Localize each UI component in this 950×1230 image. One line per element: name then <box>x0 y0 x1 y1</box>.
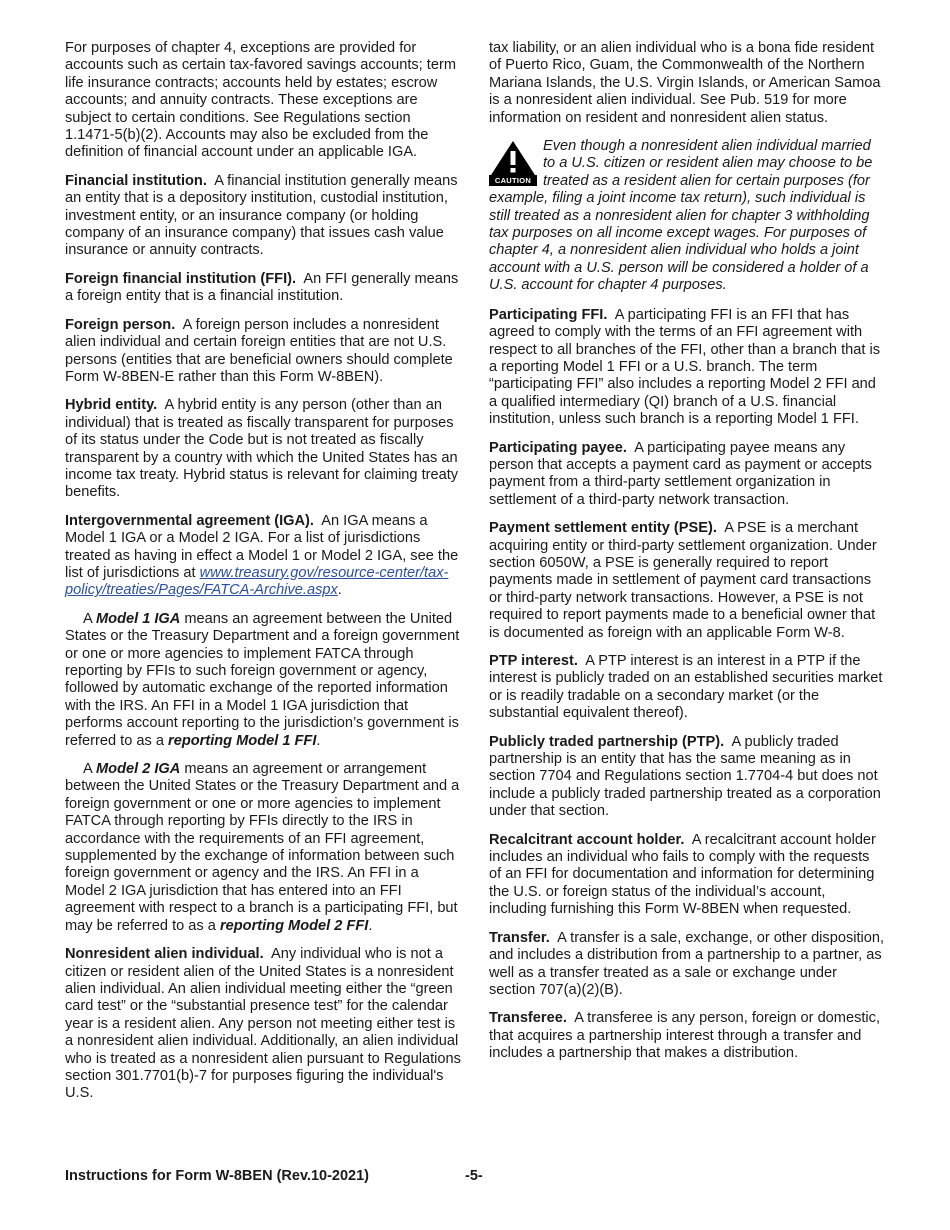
definition-participating-ffi <box>489 307 885 429</box>
definition-recalcitrant-account-holder <box>489 832 885 919</box>
term-model-2-iga: Model 2 IGA <box>96 761 181 778</box>
definition-body: A transfer is a sale, exchange, or other disposition, and includes a distribution from a partnership to a partner, as well as a transfer treated as a sale or exchange under section 707(a)(2)(B). <box>489 929 885 998</box>
definition-body: A publicly traded partnership is an entity that has the same meaning as in section 7704 and Regulations section 1.7704-4 but does not include a publicly traded partnership treated as a corporation under that section. <box>489 733 881 820</box>
term-participating-ffi: Participating FFI. <box>489 306 608 323</box>
definition-body: A participating payee means any person that accepts a payment card as payment or accepts payment from a third-party settlement organization in settlement of a third-party network transaction. <box>489 439 872 508</box>
definition-body: An FFI generally means a foreign entity that is a financial institution. <box>65 270 459 305</box>
period: . <box>368 917 373 934</box>
definition-body: A recalcitrant account holder includes an individual who fails to comply with the requests of an FFI for documentation and information for determining the U.S. or foreign status of the individual’s account, including furnishing this Form W-8BEN when requested. <box>489 831 876 918</box>
term-foreign-person: Foreign person. <box>65 316 176 333</box>
definition-model-2-iga <box>65 761 461 935</box>
definition-body: A participating FFI is an FFI that has agreed to comply with the terms of an FFI agreement with respect to all branches of the FFI, other than a branch that is a reporting Model 1 FFI or a U.S. branch. The term “participating FFI” also includes a reporting Model 2 FFI and a qualified intermediary (QI) branch of a U.S. financial institution, unless such branch is a reporting Model 1 FFI. <box>489 306 881 428</box>
term-recalcitrant-account-holder: Recalcitrant account holder. <box>489 831 685 848</box>
warning-triangle-icon <box>489 140 537 175</box>
definition-foreign-person <box>65 317 461 387</box>
left-column <box>65 40 461 1114</box>
definition-body: means an agreement between the United States or the Treasury Department and a foreign government or one or more agencies to implement FATCA through reporting by FFIs to such foreign government or agency, followed by automatic exchange of the reported information with the IRS. An FFI in a Model 1 IGA jurisdiction that performs account reporting to the jurisdiction’s government is referred to as a <box>65 610 460 749</box>
article: A <box>83 761 92 778</box>
caution-icon <box>489 140 537 186</box>
definition-body: means an agreement or arrangement between the United States or the Treasury Department and a foreign government or one or more agencies to implement FATCA through reporting by FFIs directly to the IRS in accordance with the requirements of an FFI agreement, supplemented by the exchange of information between such foreign government or agency and the IRS. An FFI in a Model 2 IGA jurisdiction that has entered into an FFI agreement with respect to a branch is a participating FFI, but may be referred to as a <box>65 761 460 934</box>
fatca-archive-link[interactable]: www.treasury.gov/resource-center/tax-policy/treaties/Pages/FATCA-Archive.aspx <box>65 564 449 599</box>
term-financial-institution: Financial institution. <box>65 172 207 189</box>
period: . <box>316 732 321 749</box>
definition-transfer <box>489 930 885 1000</box>
term-participating-payee: Participating payee. <box>489 439 627 456</box>
term-ptp-interest: PTP interest. <box>489 653 578 669</box>
definition-model-1-iga <box>65 611 461 750</box>
definition-body: A PTP interest is an interest in a PTP if the interest is publicly traded on an established securities market or is readily tradable on a secondary market (or the substantial equivalent thereof). <box>489 653 883 722</box>
definition-body: A financial institution generally means an entity that is a depository institution, custodial institution, investment entity, or an insurance company (or holding company of an insurance company) that issues cash value insurance or annuity contracts. <box>65 172 458 259</box>
definition-ptp-interest <box>489 653 885 723</box>
footer-page-number: -5- <box>465 1168 483 1184</box>
definition-ptp <box>489 734 885 821</box>
definition-body: A foreign person includes a nonresident alien individual and certain foreign entities that are not U.S. persons (entities that are beneficial owners should complete Form W-8BEN-E rather than this Form W-8BEN). <box>65 316 453 385</box>
article: A <box>83 610 92 627</box>
term-pse: Payment settlement entity (PSE). <box>489 520 717 537</box>
definition-hybrid-entity <box>65 397 461 501</box>
caution-label: CAUTION <box>489 175 537 186</box>
definition-pse <box>489 520 885 642</box>
term-hybrid-entity: Hybrid entity. <box>65 397 158 414</box>
definition-transferee <box>489 1010 885 1062</box>
term-reporting-model-2-ffi: reporting Model 2 FFI <box>219 917 369 934</box>
term-iga: Intergovernmental agreement (IGA). <box>65 512 314 529</box>
term-reporting-model-1-ffi: reporting Model 1 FFI <box>168 732 317 749</box>
definition-body: A hybrid entity is any person (other than an individual) that is treated as fiscally transparent for purposes of its status under the Code but is not treated as fiscally transparent by a country with which the United States has an income tax treaty. Hybrid status is relevant for claiming treaty benefits. <box>65 397 459 501</box>
caution-text: Even though a nonresident alien individual married to a U.S. citizen or resident alien may choose to be treated as a resident alien for certain purposes (for example, filing a joint income tax return), such individual is still treated as a nonresident alien for chapter 3 withholding tax purposes on all income except wages. For purposes of chapter 4, a nonresident alien individual who holds a joint account with a U.S. person will be considered a holder of a U.S. account for chapter 4 purposes. <box>489 138 873 294</box>
right-column <box>489 40 885 1074</box>
definition-body: A transferee is any person, foreign or domestic, that acquires a partnership interest through a transfer and includes a partnership that makes a distribution. <box>489 1010 881 1062</box>
definition-body: An IGA means a Model 1 IGA or a Model 2 IGA. For a list of jurisdictions treated as having in effect a Model 1 or Model 2 IGA, see the list of jurisdictions at <box>65 512 459 581</box>
term-transferee: Transferee. <box>489 1010 567 1027</box>
definition-nonresident-alien <box>65 946 461 1103</box>
definition-iga <box>65 513 461 600</box>
definition-financial-institution <box>65 173 461 260</box>
definition-participating-payee <box>489 440 885 510</box>
term-model-1-iga: Model 1 IGA <box>96 610 181 627</box>
term-ptp: Publicly traded partnership (PTP). <box>489 733 725 750</box>
definition-body: A PSE is a merchant acquiring entity or third-party settlement organization. Under section 6050W, a PSE is generally required to report payments made in settlement of payment card transactions or third-party network transactions. However, a PSE is not required to report payments made to a beneficial owner that is documented as foreign with an applicable Form W-8. <box>489 520 877 641</box>
period: . <box>337 582 342 599</box>
definition-body: Any individual who is not a citizen or resident alien of the United States is a nonresident alien individual. An alien individual meeting either the “green card test” or the “substantial presence test” for the calendar year is a resident alien. Any person not meeting either test is a nonresident alien individual. Additionally, an alien individual who is treated as a nonresident alien pursuant to Regulations section 301.7701(b)-7 for purposes figuring the individual's U.S. <box>65 946 461 1102</box>
paragraph-account-exceptions: For purposes of chapter 4, exceptions are provided for accounts such as certain tax-favored savings accounts; term life insurance contracts; accounts held by estates; escrow accounts; and annuity contracts. These exceptions are subject to certain conditions. See Regulations section 1.1471-5(b)(2). Accounts may also be excluded from the definition of financial account under an applicable IGA. <box>65 40 456 161</box>
term-ffi: Foreign financial institution (FFI). <box>65 270 297 287</box>
footer-form-title: Instructions for Form W-8BEN (Rev.10-2021) <box>65 1168 369 1184</box>
caution-note <box>489 138 885 295</box>
paragraph-nonresident-continued: tax liability, or an alien individual who is a bona fide resident of Puerto Rico, Guam, the Commonwealth of the Northern Mariana Islands, the U.S. Virgin Islands, or American Samoa is a nonresident alien individual. See Pub. 519 for more information on resident and nonresident alien status. <box>489 40 881 126</box>
definition-ffi <box>65 271 461 306</box>
term-nonresident-alien: Nonresident alien individual. <box>65 946 264 963</box>
term-transfer: Transfer. <box>489 929 550 946</box>
